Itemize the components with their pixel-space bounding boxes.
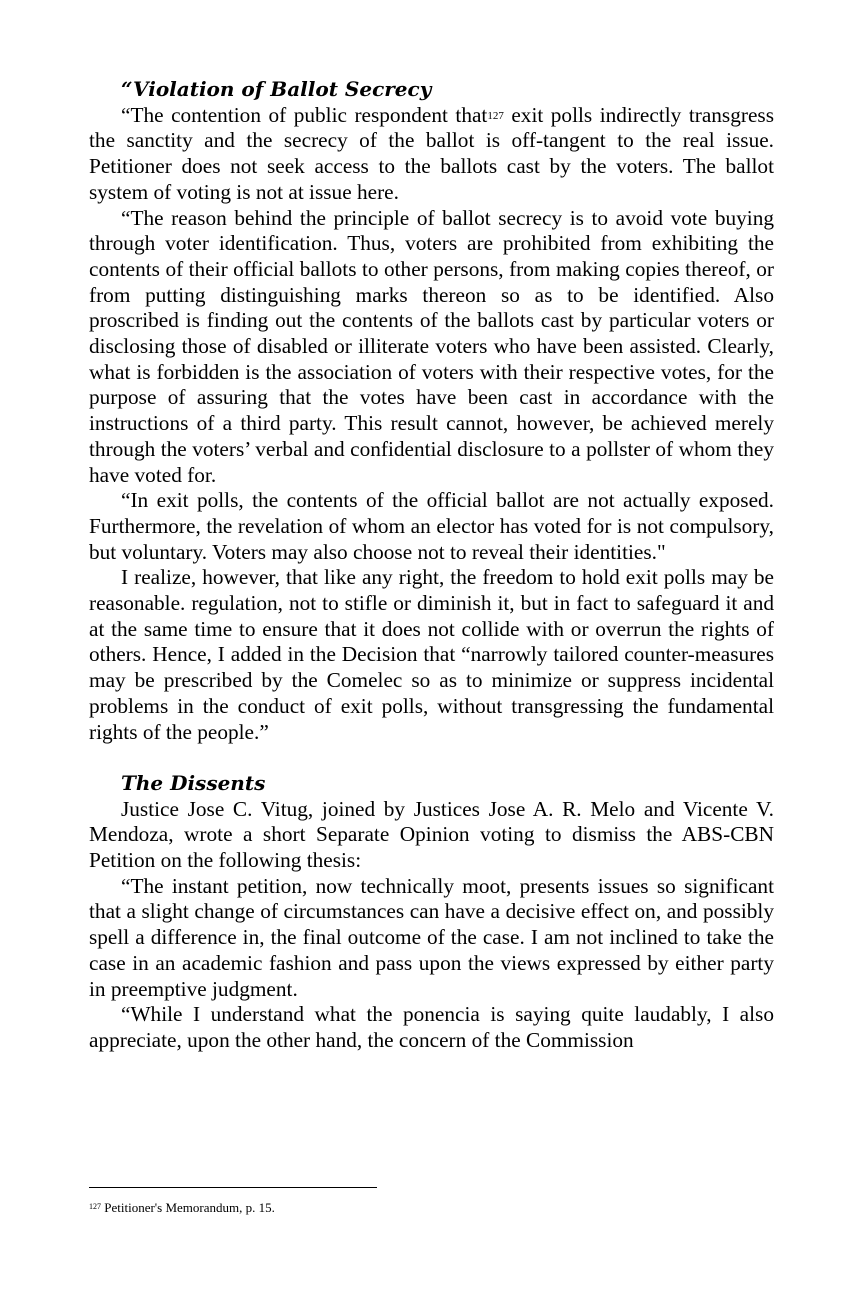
paragraph-text: exit polls indirectly transgress the sanctity and the secrecy of the ballot is off-tangent to the real issue. Petitioner does not seek access to the ballots cast by the voters. The ballot system of voting is not at issue here.: [89, 102, 774, 204]
footnote-text: Petitioner's Memorandum, p. 15.: [101, 1200, 275, 1215]
section-heading-ballot-secrecy: “Violation of Ballot Secrecy: [121, 77, 432, 101]
footnote: [89, 1200, 275, 1216]
paragraph: Justice Jose C. Vitug, joined by Justices Jose A. R. Melo and Vicente V. Mendoza, wrote a short Separate Opinion voting to dismiss the ABS-CBN Petition on the following thesis:: [89, 796, 774, 873]
paragraph: I realize, however, that like any right, the freedom to hold exit polls may be reasonable. regulation, not to stifle or diminish it, but in fact to safeguard it and at the same time to ensure that it does not collide with or overrun the rights of others. Hence, I added in the Decision that “narrowly tailored counter-measures may be prescribed by the Comelec so as to minimize or suppress incidental problems in the conduct of exit polls, without transgressing the fundamental rights of the people.”: [89, 565, 774, 744]
section-heading-dissents: The Dissents: [121, 770, 266, 795]
paragraph: “In exit polls, the contents of the official ballot are not actually exposed. Furthermore, the revelation of whom an elector has voted for is not compulsory, but voluntary. Voters may also choose not to reveal their identities.": [89, 488, 774, 564]
footnote-reference[interactable]: 127: [487, 109, 504, 122]
footnote-divider: [89, 1187, 377, 1188]
page-body: [89, 77, 774, 1054]
paragraph: “While I understand what the ponencia is saying quite laudably, I also appreciate, upon the other hand, the concern of the Commission: [89, 1002, 774, 1052]
paragraph: “The instant petition, now technically moot, presents issues so significant that a slight change of circumstances can have a decisive effect on, and possibly spell a difference in, the final outcome of the case. I am not inclined to take the case in an academic fashion and pass upon the views expressed by either party in preemptive judgment.: [89, 873, 774, 1001]
paragraph-text: “The contention of public respondent that: [121, 102, 488, 127]
paragraph: [89, 103, 774, 206]
paragraph: “The reason behind the principle of ballot secrecy is to avoid vote buying through voter identification. Thus, voters are prohibited from exhibiting the contents of their official ballots to other persons, from making copies thereof, or from putting distinguishing marks thereon so as to be identified. Also proscribed is finding out the contents of the ballots cast by particular voters or disclosing those of disabled or illiterate voters who have been assisted. Clearly, what is forbidden is the association of voters with their respective votes, for the purpose of assuring that the votes have been cast in accordance with the instructions of a third party. This result cannot, however, be achieved merely through the voters’ verbal and confidential disclosure to a pollster of whom they have voted for.: [89, 205, 774, 487]
footnote-number: 127: [89, 1202, 101, 1211]
